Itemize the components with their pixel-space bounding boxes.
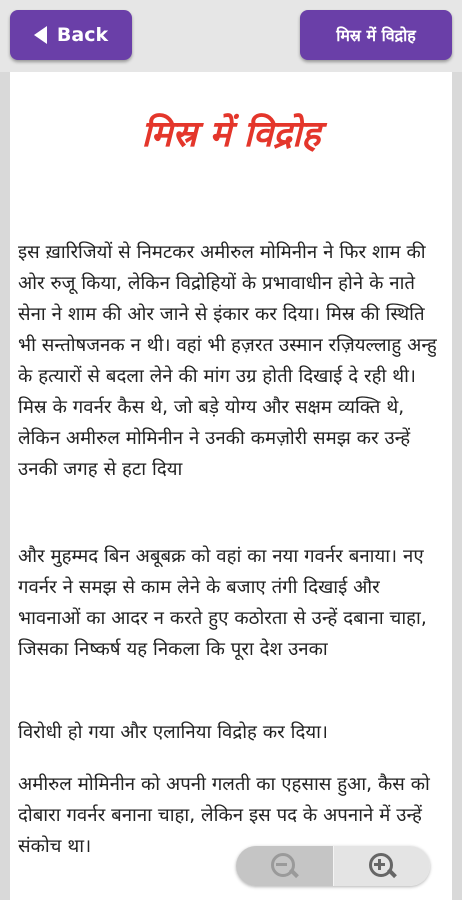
article-heading: मिस्र में विद्रोह [141, 114, 321, 155]
article-content[interactable] [10, 72, 452, 900]
zoom-out-button[interactable] [236, 846, 333, 886]
chapter-title-label: मिस्र में विद्रोह [336, 26, 416, 45]
article-paragraph: विरोधी हो गया और एलानिया विद्रोह कर दिया। [18, 722, 328, 743]
zoom-out-icon [269, 851, 299, 881]
zoom-in-icon [367, 851, 397, 881]
back-button[interactable] [10, 10, 132, 60]
back-arrow-icon [34, 26, 47, 44]
chapter-title-button[interactable] [300, 10, 452, 60]
top-bar [0, 0, 462, 72]
article-paragraph: और मुहम्मद बिन अबूबक्र को वहां का नया गवर्नर बनाया। नए गवर्नर ने समझ से काम लेने के बजाए तंगी दिखाई और भावनाओं का आदर न करते हुए कठोरता से उन्हें दबाना चाहा, जिसका निष्कर्ष यह निकला कि पूरा देश उनका [18, 546, 427, 660]
back-button-label: Back [56, 24, 109, 46]
zoom-in-button[interactable] [333, 846, 431, 886]
article-paragraph: इस ख़ारिजियों से निमटकर अमीरुल मोमिनीन ने फिर शाम की ओर रुजू किया, लेकिन विद्रोहियों के प्रभावाधीन होने के नाते सेना ने शाम की ओर जाने से इंकार कर दिया। मिस्र की स्थिति भी सन्तोषजनक न थी। वहां भी हज़रत उस्मान रज़ियल्लाहु अन्हु के हत्यारों से बदला लेने की मांग उग्र होती दिखाई दे रही थी। मिस्र के गवर्नर कैस थे, जो बड़े योग्य और सक्षम व्यक्ति थे, लेकिन अमीरुल मोमिनीन ने उनकी कमज़ोरी समझ कर उन्हें उनकी जगह से हटा दिया [18, 242, 437, 480]
zoom-controls [236, 846, 430, 886]
article-paragraph: अमीरुल मोमिनीन को अपनी गलती का एहसास हुआ, कैस को दोबारा गवर्नर बनाना चाहा, लेकिन इस पद के अपनाने में उन्हें संकोच था। [18, 774, 430, 857]
